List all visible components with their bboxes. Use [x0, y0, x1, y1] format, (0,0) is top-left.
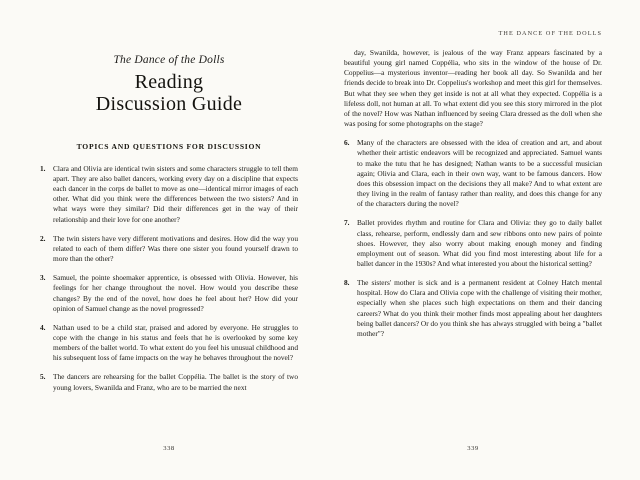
page-right [322, 0, 624, 480]
page-left [18, 0, 320, 480]
list-item: Many of the characters are obsessed with the idea of creation and art, and about whether their artistic endeavors will be recognized and appreciated. Samuel wants to make the tutu that he has designed; Nathan wants to be a successful musician again; Olivia and Clara, each in their own way, want to be famous dancers. How does this obsession impact on the decisions they all make? And to what extent are they living in the realm of fantasy rather than reality, and does this change for any of the characters during the novel? [357, 138, 602, 209]
list-item: Nathan used to be a child star, praised and adored by everyone. He struggles to cope with the change in his status and feels that he is overlooked by some key members of the ballet world. To what extent do you feel his unusual childhood and his subsequent loss of fame impacts on the way he behaves throughout the novel? [53, 322, 298, 363]
book-title: The Dance of the Dolls [113, 54, 225, 66]
title-block [40, 54, 298, 116]
discussion-question-list-left [40, 164, 298, 393]
discussion-question-list-right [344, 138, 602, 339]
list-item: Samuel, the pointe shoemaker apprentice, is obsessed with Olivia. However, his feelings for her change throughout the novel. How would you describe these changes? By the end of the novel, how does he feel about her? How did your opinion of Samuel change as the novel progressed? [53, 273, 298, 313]
list-item: The sisters' mother is sick and is a permanent resident at Colney Hatch mental hospital. How do Clara and Olivia cope with the challenge of visiting their mother, especially when she places such high expectations on them and their dancing careers? What do you think their mother finds most appealing about her daughters being ballet dancers? Or do you think she has always struggled with being a "ballet mother"? [357, 278, 602, 338]
guide-title [40, 71, 298, 116]
list-item: The dancers are rehearsing for the ballet Coppélia. The ballet is the story of two young lovers, Swanilda and Franz, who are to be married the next [53, 372, 298, 392]
page-number-right: 339 [467, 445, 479, 452]
page-number-left: 338 [163, 445, 175, 452]
continued-paragraph: day, Swanilda, however, is jealous of the way Franz appears fascinated by a beautiful young girl named Coppélia, who sits in the window of the house of Dr. Coppelius—a mysterious inventor—reading her book all day. So Swanilda and her friends decide to break into Dr. Coppelius's workshop and meet this girl for themselves. But what they see when they get inside is not at all what they expected. Coppélia is a lifeless doll, not human at all. To what extent did you see this story mirrored in the plot of the novel? How was Nathan influenced by seeing Clara dressed as the doll when she was posing for some photographs on the stage? [344, 48, 602, 129]
running-head: THE DANCE OF THE DOLLS [498, 30, 602, 37]
list-item: Clara and Olivia are identical twin sisters and some characters struggle to tell them apart. They are also ballet dancers, working every day on a discipline that expects each dancer in the corps de ballet to move as one—identical mirror images of each other. What did you think were the differences between the two sisters? And in what ways were they similar? Did their differences get in the way of their relationship and their love for one another? [53, 163, 298, 224]
list-item: Ballet provides rhythm and routine for Clara and Olivia: they go to daily ballet class, rehearse, perform, endlessly darn and sew ribbons onto new pairs of pointe shoes. However, they also worry about making enough money and finding employment out of season. What did you find most interesting about life for a ballet dancer in the 1930s? And what interested you about the historical setting? [357, 218, 602, 268]
list-item: The twin sisters have very different motivations and desires. How did the way you related to each of them differ? Was there one sister you found yourself drawn to more than the other? [53, 233, 298, 264]
section-heading: TOPICS AND QUESTIONS FOR DISCUSSION [76, 141, 262, 151]
guide-title-line-1: Reading [134, 71, 204, 93]
guide-title-line-2: Discussion Guide [95, 93, 243, 116]
